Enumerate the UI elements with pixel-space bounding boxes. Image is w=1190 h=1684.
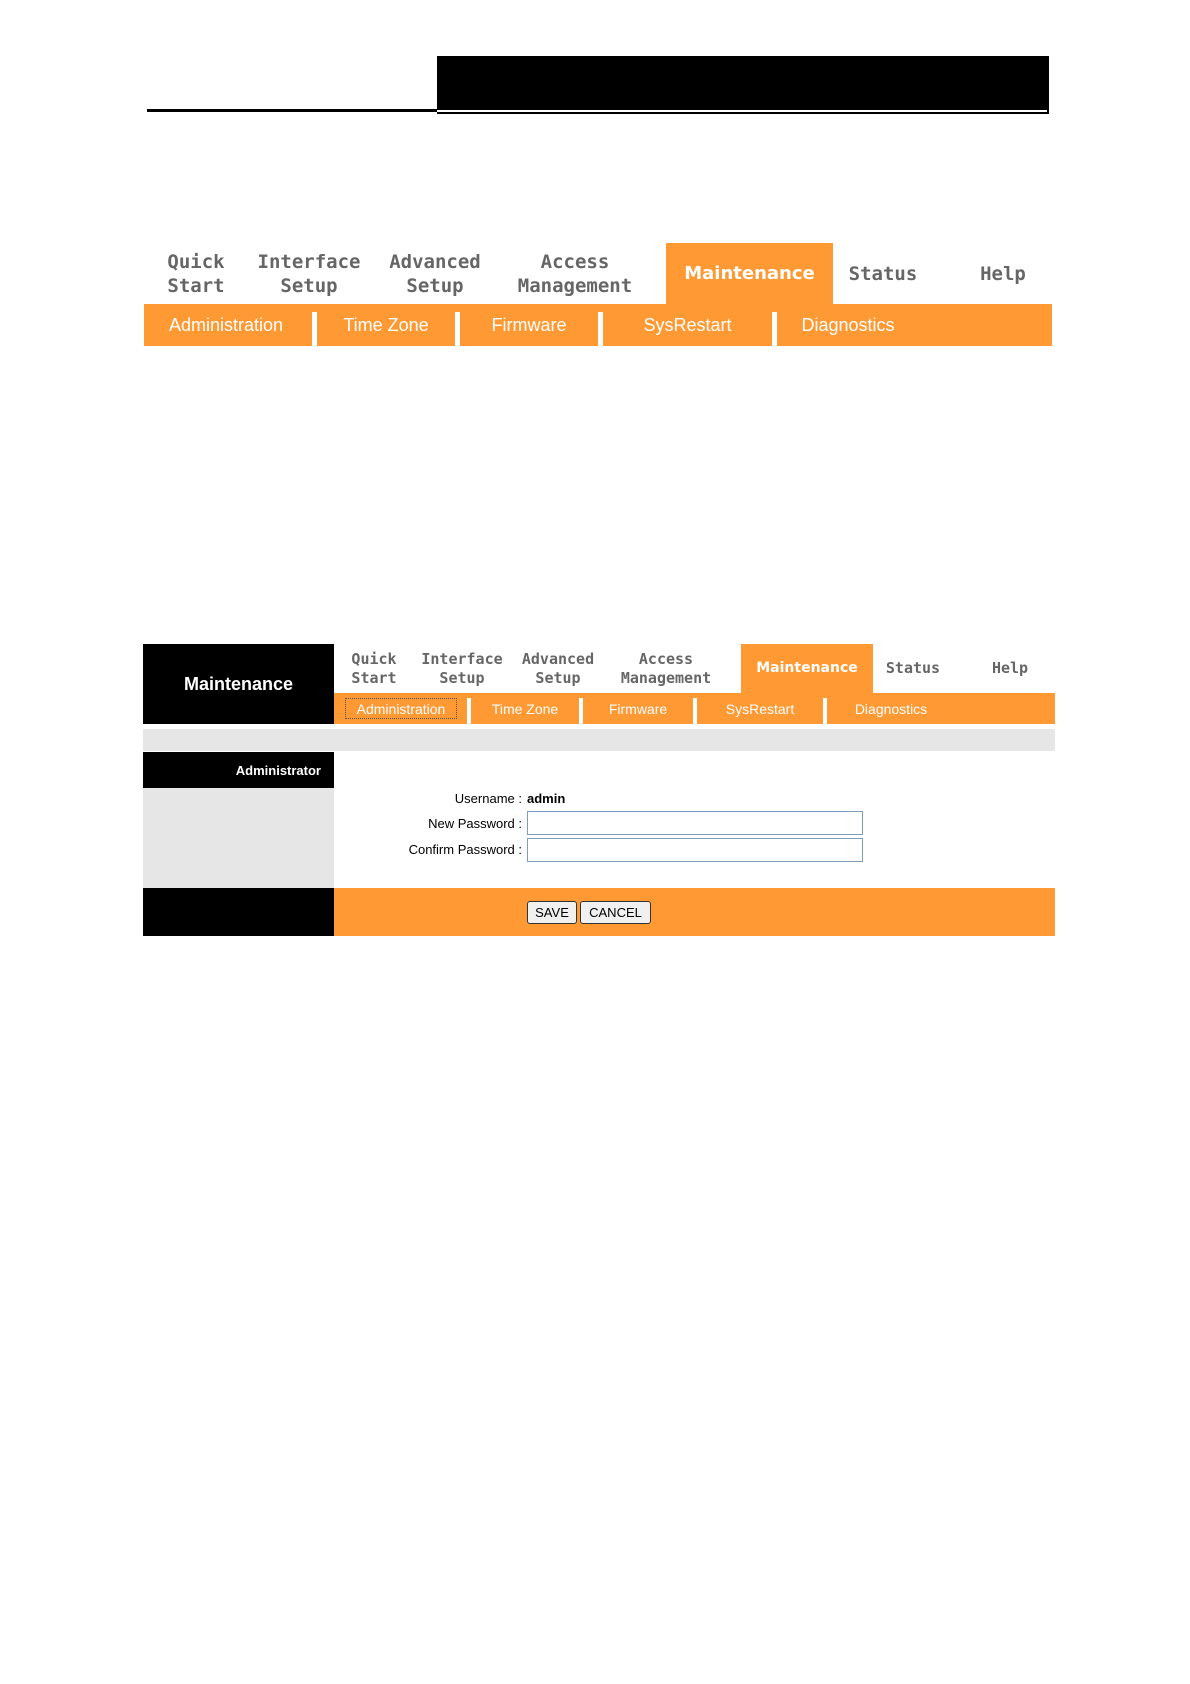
subtab-sysrestart[interactable]: SysRestart	[725, 700, 795, 717]
tab-label: Status	[848, 262, 918, 285]
new-password-label: New Password :	[428, 816, 522, 831]
tab-label: Maintenance	[684, 262, 815, 284]
tab-help[interactable]	[965, 644, 1055, 693]
tab-advanced-setup[interactable]	[510, 644, 606, 693]
tab-label: Interface	[421, 649, 503, 668]
tab-label: Access	[638, 649, 694, 668]
main-menu-large	[144, 243, 1052, 346]
subtab-time-zone[interactable]: Time Zone	[491, 700, 559, 717]
tab-label: Quick	[351, 649, 397, 668]
confirm-password-label: Confirm Password :	[408, 842, 522, 857]
subtab-firmware[interactable]: Firmware	[608, 700, 668, 717]
header-rule	[147, 109, 437, 112]
tab-interface-setup[interactable]	[414, 644, 510, 693]
tab-label: Maintenance	[756, 660, 858, 676]
main-tabs	[144, 243, 1052, 304]
footer-left	[143, 888, 334, 936]
subtab-administration[interactable]: Administration	[168, 314, 284, 335]
subtab-diagnostics[interactable]: Diagnostics	[854, 700, 928, 717]
subtab-firmware[interactable]: Firmware	[491, 314, 567, 335]
content-divider	[143, 729, 1055, 751]
username-label: Username :	[454, 791, 522, 806]
tab-label: Start	[351, 668, 397, 687]
tab-maintenance[interactable]	[666, 243, 833, 304]
tab-label: Setup	[280, 274, 338, 297]
confirm-password-input[interactable]	[527, 838, 863, 862]
tab-label: Quick	[167, 250, 225, 273]
sub-tabs	[144, 304, 1052, 346]
subtab-time-zone[interactable]: Time Zone	[343, 314, 429, 335]
tab-label: Help	[980, 262, 1026, 285]
header-bar-rule	[437, 110, 1047, 112]
cancel-button[interactable]: CANCEL	[580, 901, 651, 924]
tab-quick-start[interactable]	[144, 243, 248, 304]
page-brand: Maintenance	[143, 644, 334, 724]
tab-access-management[interactable]	[606, 644, 726, 693]
administration-page	[143, 644, 1055, 936]
tab-label: Start	[167, 274, 225, 297]
tab-status[interactable]	[833, 243, 933, 304]
tab-maintenance[interactable]	[741, 644, 873, 693]
new-password-input[interactable]	[527, 811, 863, 835]
tab-status[interactable]	[873, 644, 953, 693]
username-value: admin	[527, 791, 566, 806]
tab-label: Management	[620, 668, 712, 687]
tab-label: Interface	[257, 250, 361, 273]
footer-bar	[334, 888, 1055, 936]
header-bar	[437, 56, 1049, 114]
subtab-administration[interactable]: Administration	[340, 693, 462, 724]
save-button[interactable]: SAVE	[527, 901, 577, 924]
sub-tabs	[334, 693, 1055, 724]
subtab-sysrestart[interactable]: SysRestart	[643, 314, 732, 335]
subtab-diagnostics[interactable]: Diagnostics	[801, 314, 895, 335]
tab-label: Setup	[535, 668, 581, 687]
tab-quick-start[interactable]	[334, 644, 414, 693]
tab-label: Access	[540, 250, 610, 273]
tab-label: Management	[517, 274, 633, 297]
sidebar-panel	[143, 788, 334, 888]
main-tabs	[334, 644, 1055, 693]
tab-interface-setup[interactable]	[248, 243, 370, 304]
tab-advanced-setup[interactable]	[370, 243, 500, 304]
tab-label: Setup	[439, 668, 485, 687]
tab-access-management[interactable]	[500, 243, 650, 304]
section-title: Administrator	[143, 752, 334, 788]
tab-label: Advanced	[389, 250, 481, 273]
tab-label: Status	[885, 659, 941, 677]
tab-label: Setup	[406, 274, 464, 297]
tab-label: Advanced	[521, 649, 595, 668]
tab-help[interactable]	[954, 243, 1052, 304]
tab-label: Help	[991, 659, 1029, 677]
